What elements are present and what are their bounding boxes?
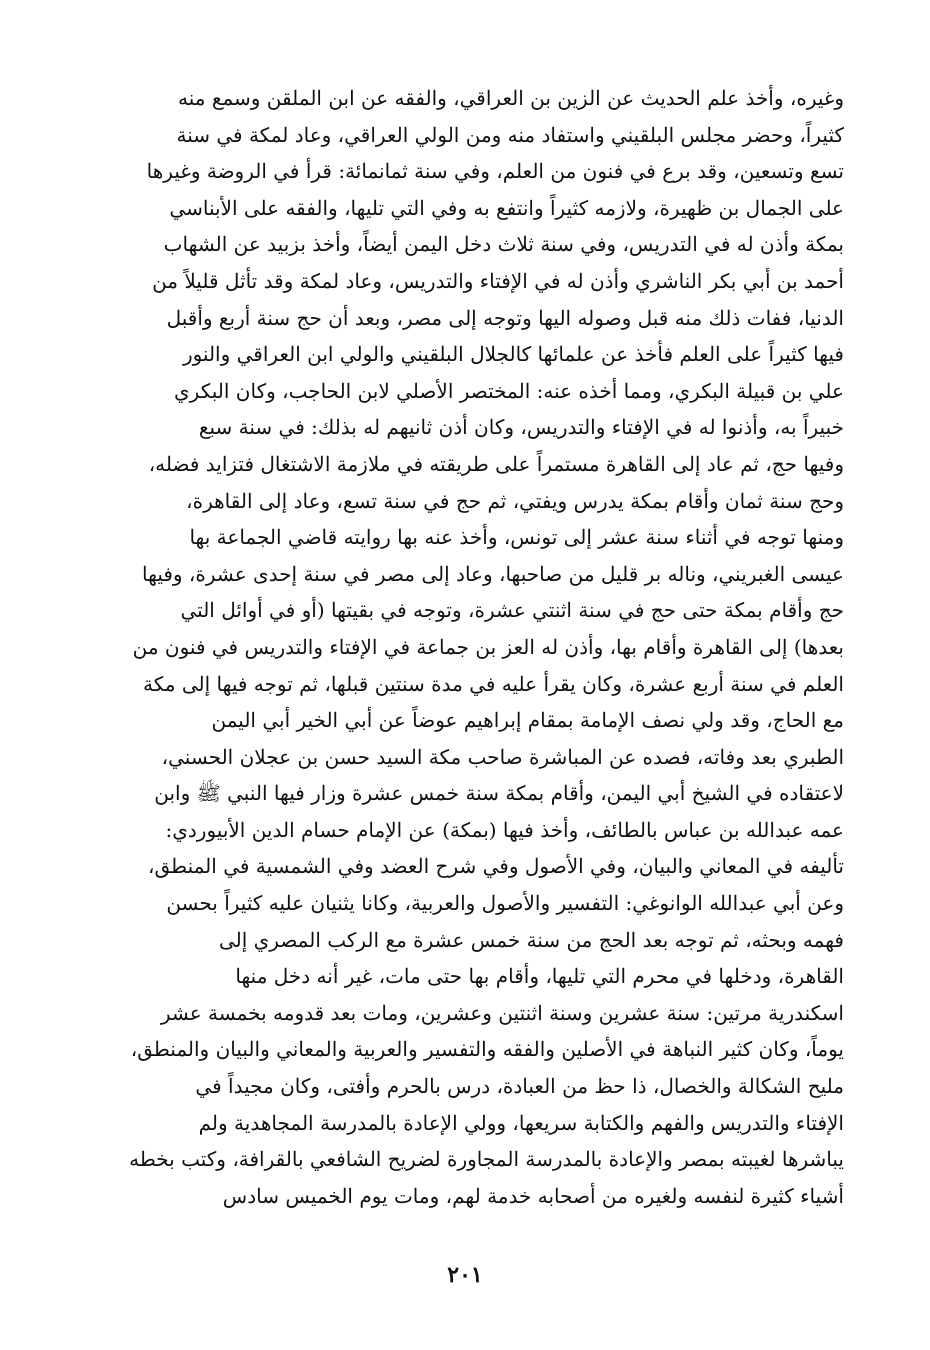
text-line: وغيره، وأخذ علم الحديث عن الزين بن العراقي، والفقه عن ابن الملقن وسمع منه [177, 86, 844, 110]
text-line: أشياء كثيرة لنفسه ولغيره من أصحابه خدمة لهم، ومات يوم الخميس سادس [222, 1183, 844, 1208]
text-line: على الجمال بن ظهيرة، ولازمه كثيراً وانتفع به وفي التي تليها، والفقه على الأبناسي [169, 195, 844, 220]
page-number: ٢٠١ [447, 1262, 483, 1288]
text-line: علي بن قبيلة البكري، ومما أخذه عنه: المختصر الأصلي لابن الحاجب، وكان البكري [174, 378, 844, 403]
text-line: وعن أبي عبدالله الوانوغي: التفسير والأصول والعربية، وكانا يثنيان عليه كثيراً بحسن [166, 891, 844, 916]
text-line: وحج سنة ثمان وأقام بمكة يدرس ويفتي، ثم حج في سنة تسع، وعاد إلى القاهرة، [186, 488, 844, 513]
text-line: مع الحاج، وقد ولي نصف الإمامة بمقام إبراهيم عوضاً عن أبي الخير أبي اليمن [211, 708, 844, 733]
text-line: بعدها) إلى القاهرة وأقام بها، وأذن له العز بن جماعة في الإفتاء والتدريس في فنون من [132, 634, 844, 659]
text-line: تسع وتسعين، وقد برع في فنون من العلم، وفي سنة ثمانمائة: قرأ في الروضة وغيرها [146, 159, 844, 184]
text-line: يباشرها لغيبته بمصر والإعادة بالمدرسة المجاورة لضريح الشافعي بالقرافة، وكتب بخطه [129, 1147, 844, 1172]
text-line: لاعتقاده في الشيخ أبي اليمن، وأقام بمكة سنة خمس عشرة وزار فيها النبي ﷺ وابن [154, 781, 844, 806]
text-line: اسكندرية مرتين: سنة عشرين وسنة اثنتين وعشرين، ومات بعد قدومه بخمسة عشر [160, 1000, 844, 1025]
text-line: فهمه وبحثه، ثم توجه بعد الحج من سنة خمس عشرة مع الركب المصري إلى [218, 927, 844, 952]
text-line: بمكة وأذن له في التدريس، وفي سنة ثلاث دخل اليمن أيضاً، وأخذ بزبيد عن الشهاب [163, 232, 844, 257]
body-text [100, 80, 844, 1214]
text-line: العلم في سنة أربع عشرة، وكان يقرأ عليه في مدة سنتين قبلها، ثم توجه فيها إلى مكة [143, 671, 844, 696]
text-line: كثيراً، وحضر مجلس البلقيني واستفاد منه ومن الولي العراقي، وعاد لمكة في سنة [176, 122, 844, 147]
text-line: تأليفه في المعاني والبيان، وفي الأصول وفي شرح العضد وفي الشمسية في المنطق، [148, 854, 844, 879]
text-line: مليح الشكالة والخصال، ذا حظ من العبادة، درس بالحرم وأفتى، وكان مجيداً في [195, 1074, 844, 1099]
text-line: الطبري بعد وفاته، فصده عن المباشرة صاحب مكة السيد حسن بن عجلان الحسني، [161, 744, 844, 769]
text-line: عيسى الغبريني، وناله بر قليل من صاحبها، وعاد إلى مصر في سنة إحدى عشرة، وفيها [142, 561, 844, 586]
text-line: أحمد بن أبي بكر الناشري وأذن له في الإفتاء والتدريس، وعاد لمكة وقد تأثل قليلاً من [152, 268, 844, 293]
text-line: وفيها حج، ثم عاد إلى القاهرة مستمراً على طريقته في ملازمة الاشتغال فتزايد فضله، [148, 451, 844, 476]
text-line: حج وأقام بمكة حتى حج في سنة اثنتي عشرة، وتوجه في بقيتها (أو في أوائل التي [180, 598, 844, 623]
text-line: فيها كثيراً على العلم فأخذ عن علمائها كالجلال البلقيني والولي ابن العراقي والنور [182, 342, 844, 367]
text-line: الإفتاء والتدريس والفهم والكتابة سريعها، وولي الإعادة بالمدرسة المجاهدية ولم [198, 1110, 844, 1135]
text-line: الدنيا، ففات ذلك منه قبل وصوله اليها وتوجه إلى مصر، وبعد أن حج سنة أربع وأقبل [166, 305, 844, 330]
text-line: القاهرة، ودخلها في محرم التي تليها، وأقام بها حتى مات، غير أنه دخل منها [235, 964, 844, 989]
text-line: خبيراً به، وأذنوا له في الإفتاء والتدريس، وكان أذن ثانيهم له بذلك: في سنة سبع [198, 415, 844, 440]
text-line: يوماً، وكان كثير النباهة في الأصلين والفقه والتفسير والعربية والمعاني والبيان والمنطق، [130, 1037, 844, 1062]
text-line: عمه عبدالله بن عباس بالطائف، وأخذ فيها (بمكة) عن الإمام حسام الدين الأبيوردي: [165, 817, 844, 842]
text-line: ومنها توجه في أثناء سنة عشر إلى تونس، وأخذ عنه بها روايته قاضي الجماعة بها [189, 525, 844, 550]
